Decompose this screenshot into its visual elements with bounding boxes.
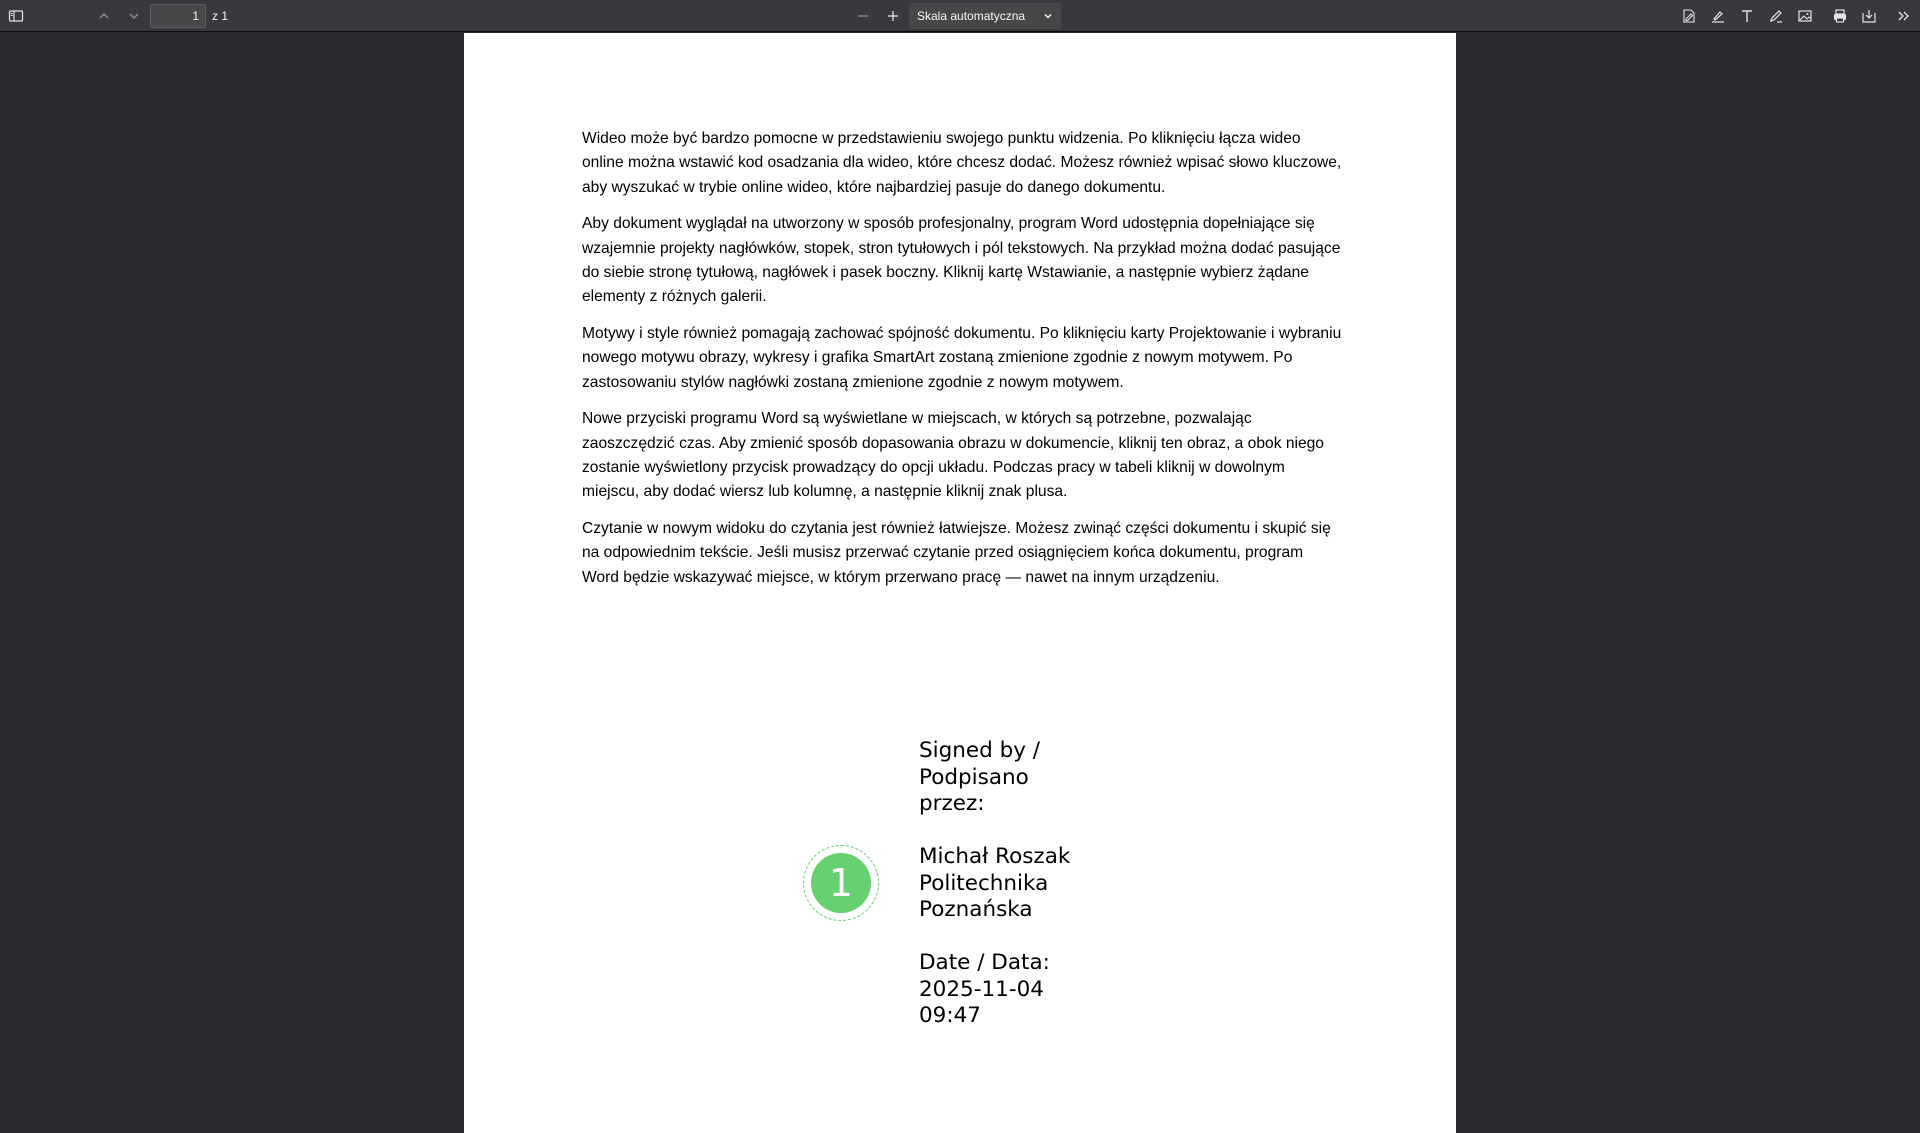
paragraph: Aby dokument wyglądał na utworzony w sposób profesjonalny, program Word udostępnia dopełniające się wzajemnie projekty nagłówków, stopek, stron tytułowych i pól tekstowych. Na przykład można dodać pasujące do siebie stronę tytułową, nagłówek i pasek boczny. Kliknij kartę Wstawianie, a następnie wybierz żądane elementy z różnych galerii. [582,215,1341,306]
paragraph: Czytanie w nowym widoku do czytania jest również łatwiejsze. Możesz zwinąć części dokumentu i skupić się na odpowiednim tekście. Jeśli musisz przerwać czytanie przed osiągnięciem końca dokumentu, program Word będzie wskazywać miejsce, w którym przerwano pracę — nawet na innym urządzeniu. [582,520,1331,586]
paragraph: Nowe przyciski programu Word są wyświetlane w miejscach, w których są potrzebne, pozwalając zaoszczędzić czas. Aby zmienić sposób dopasowania obrazu w dokumencie, kliknij ten obraz, a obok niego zostanie wyświetlony przycisk prowadzący do opcji układu. Podczas pracy w tabeli kliknij w dowolnym miejscu, aby dodać wiersz lub kolumnę, a następnie kliknij znak plusa. [582,410,1324,501]
signature-badge-number: 1 [811,853,871,913]
save-icon[interactable] [1857,4,1881,28]
document-body [582,127,1342,603]
pdf-page [464,33,1456,1133]
chevron-down-icon [1042,10,1054,25]
chevron-up-icon[interactable] [92,4,116,28]
text-icon[interactable] [1735,4,1759,28]
paragraph: Motywy i style również pomagają zachować spójność dokumentu. Po kliknięciu karty Projektowanie i wybraniu nowego motywu obrazy, wykresy i grafika SmartArt zostaną zmienione zgodnie z nowym motywem. Po zastosowaniu stylów nagłówki zostaną zmienione zgodnie z nowym motywem. [582,325,1342,391]
signature-text: Signed by / Podpisano przez: Michał Roszak Politechnika Poznańska Date / Data: 2025-11-04 09:47 [919,738,1071,1028]
signature-badge[interactable] [803,845,879,921]
paragraph: Wideo może być bardzo pomocne w przedstawieniu swojego punktu widzenia. Po kliknięciu łącza wideo online można wstawić kod osadzania dla wideo, które chcesz dodać. Możesz również wpisać słowo kluczowe, aby wyszukać w trybie online wideo, które najbardziej pasuje do danego dokumentu. [582,130,1342,196]
pdf-toolbar [0,0,1920,32]
plus-icon[interactable] [881,4,905,28]
zoom-select[interactable] [909,3,1061,29]
print-icon[interactable] [1828,4,1852,28]
sign-icon[interactable] [1677,4,1701,28]
zoom-select-value: Skala automatyczna [917,9,1026,23]
more-tools-icon[interactable] [1892,4,1916,28]
chevron-down-icon[interactable] [122,4,146,28]
document-viewer[interactable] [0,32,1920,1028]
sidebar-toggle-icon[interactable] [4,4,28,28]
highlight-icon[interactable] [1706,4,1730,28]
page-total-label: z 1 [212,9,229,23]
draw-icon[interactable] [1764,4,1788,28]
image-icon[interactable] [1793,4,1817,28]
minus-icon[interactable] [851,4,875,28]
page-number-input[interactable] [150,4,206,28]
